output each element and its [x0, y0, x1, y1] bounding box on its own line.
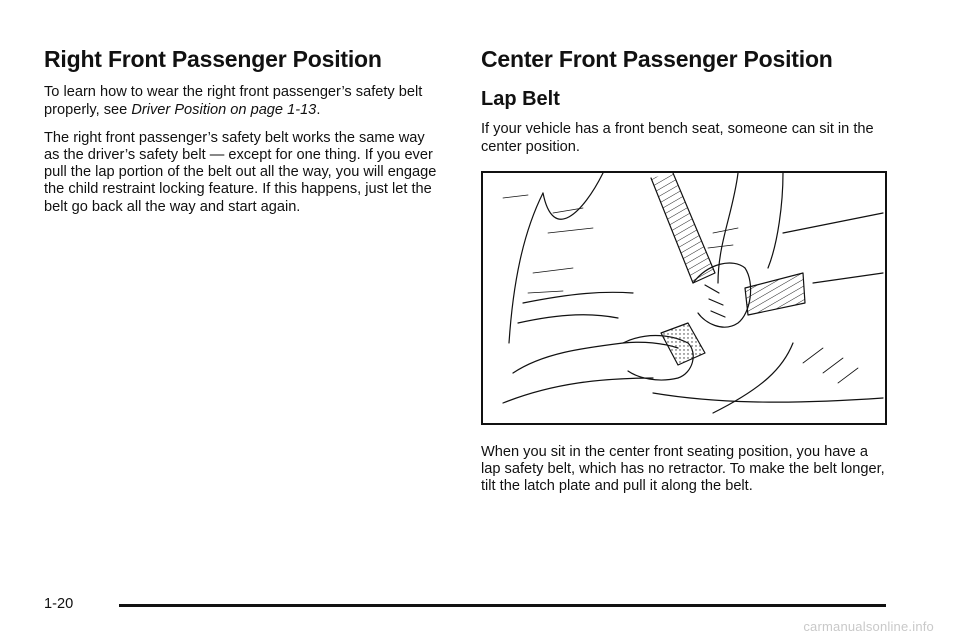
paragraph-learn-how-text: To learn how to wear the right front passenger’s safety belt properly, see — [44, 84, 423, 118]
driver-position-link[interactable]: Driver Position on page 1-13 — [131, 101, 317, 118]
watermark: carmanualsonline.info — [803, 619, 934, 634]
page-footer — [44, 596, 888, 616]
heading-center-front-passenger: Center Front Passenger Position — [481, 46, 833, 72]
paragraph-belt-works: The right front passenger’s safety belt works the same way as the driver’s safety belt — except for one thing. If you ever pull the lap portion of the belt out all the way, you will engage the child restraint locking feature. If this happens, just let the belt go back all the way and start again. — [44, 129, 437, 215]
page-number: 1-20 — [44, 596, 74, 612]
left-column — [44, 46, 444, 227]
paragraph-learn-how — [44, 84, 444, 118]
paragraph-period: . — [316, 101, 321, 118]
lap-belt-illustration — [481, 171, 887, 425]
lap-belt-drawing — [483, 173, 885, 423]
footer-rule — [119, 604, 886, 607]
subheading-lap-belt: Lap Belt — [481, 88, 560, 111]
paragraph-bench-seat: If your vehicle has a front bench seat, someone can sit in the center position. — [481, 121, 874, 155]
paragraph-center-seating: When you sit in the center front seating position, you have a lap safety belt, which has no retractor. To make the belt longer, tilt the latch plate and pull it along the belt. — [481, 443, 885, 495]
heading-right-front-passenger: Right Front Passenger Position — [44, 46, 382, 72]
right-column — [481, 46, 891, 495]
